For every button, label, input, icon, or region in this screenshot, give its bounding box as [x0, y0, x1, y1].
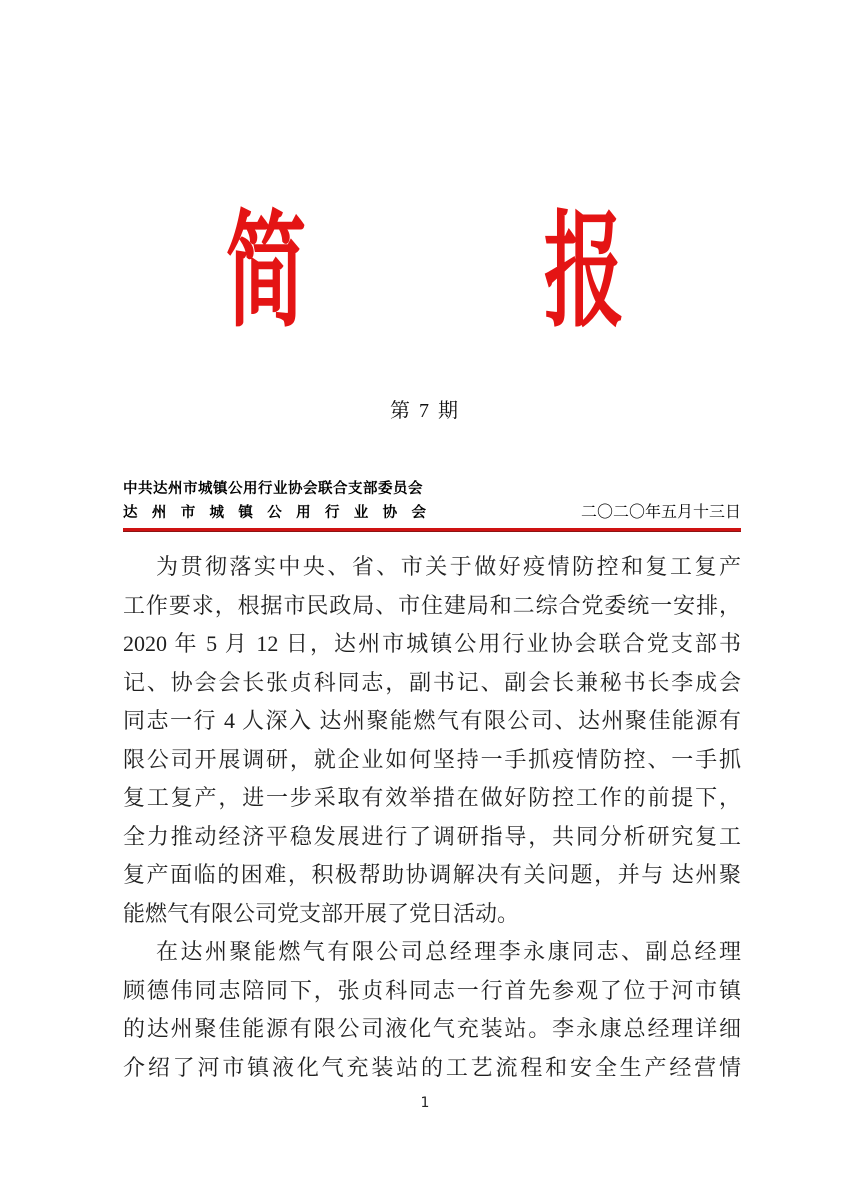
body-line: 顾德伟同志陪同下，张贞科同志一行首先参观了位于河市镇: [123, 977, 741, 1003]
body-line: 介绍了河市镇液化气充装站的工艺流程和安全生产经营情: [123, 1054, 741, 1080]
body-line: 的达州聚佳能源有限公司液化气充装站。李永康总经理详细: [123, 1016, 741, 1041]
body-line: 全力推动经济平稳发展进行了调研指导，共同分析研究复工: [123, 823, 741, 849]
body-line: 工作要求，根据市民政局、市住建局和二综合党委统一安排，: [123, 592, 741, 618]
document-header: [123, 479, 741, 532]
masthead-title: [0, 203, 850, 342]
body-text: [123, 548, 741, 1087]
body-line: 同志一行 4 人深入 达州聚能燃气有限公司、达州聚佳能源有: [123, 708, 741, 733]
body-line: 在达州聚能燃气有限公司总经理李永康同志、副总经理: [156, 939, 741, 964]
issue-number: 第 7 期: [390, 400, 460, 422]
masthead-title-char-2: 报: [543, 203, 625, 342]
body-line: 限公司开展调研，就企业如何坚持一手抓疫情防控、一手抓: [123, 746, 741, 772]
org-name-line2: 达州市城镇公用行业协会: [123, 505, 426, 521]
red-divider-rule: [123, 528, 741, 532]
paragraph-1: [123, 548, 741, 933]
body-line: 为贯彻落实中央、省、市关于做好疫情防控和复工复产: [156, 554, 741, 579]
body-line: 复工复产，进一步采取有效举措在做好防控工作的前提下，: [123, 785, 741, 810]
masthead-title-char-1: 简: [225, 203, 307, 342]
page-number: 1: [420, 1095, 430, 1111]
org-date-row: [123, 503, 741, 523]
body-line: 能燃气有限公司党支部开展了党日活动。: [123, 900, 520, 926]
paragraph-2: [123, 933, 741, 1087]
body-line: 记、协会会长张贞科同志，副书记、副会长兼秘书长李成会: [123, 669, 741, 695]
issue-date: 二〇二〇年五月十三日: [580, 504, 741, 521]
org-name-line1: 中共达州市城镇公用行业协会联合支部委员会: [123, 481, 423, 497]
body-line: 2020 年 5 月 12 日，达州市城镇公用行业协会联合党支部书: [123, 631, 741, 656]
body-line: 复产面临的困难，积极帮助协调解决有关问题，并与 达州聚: [123, 862, 741, 887]
